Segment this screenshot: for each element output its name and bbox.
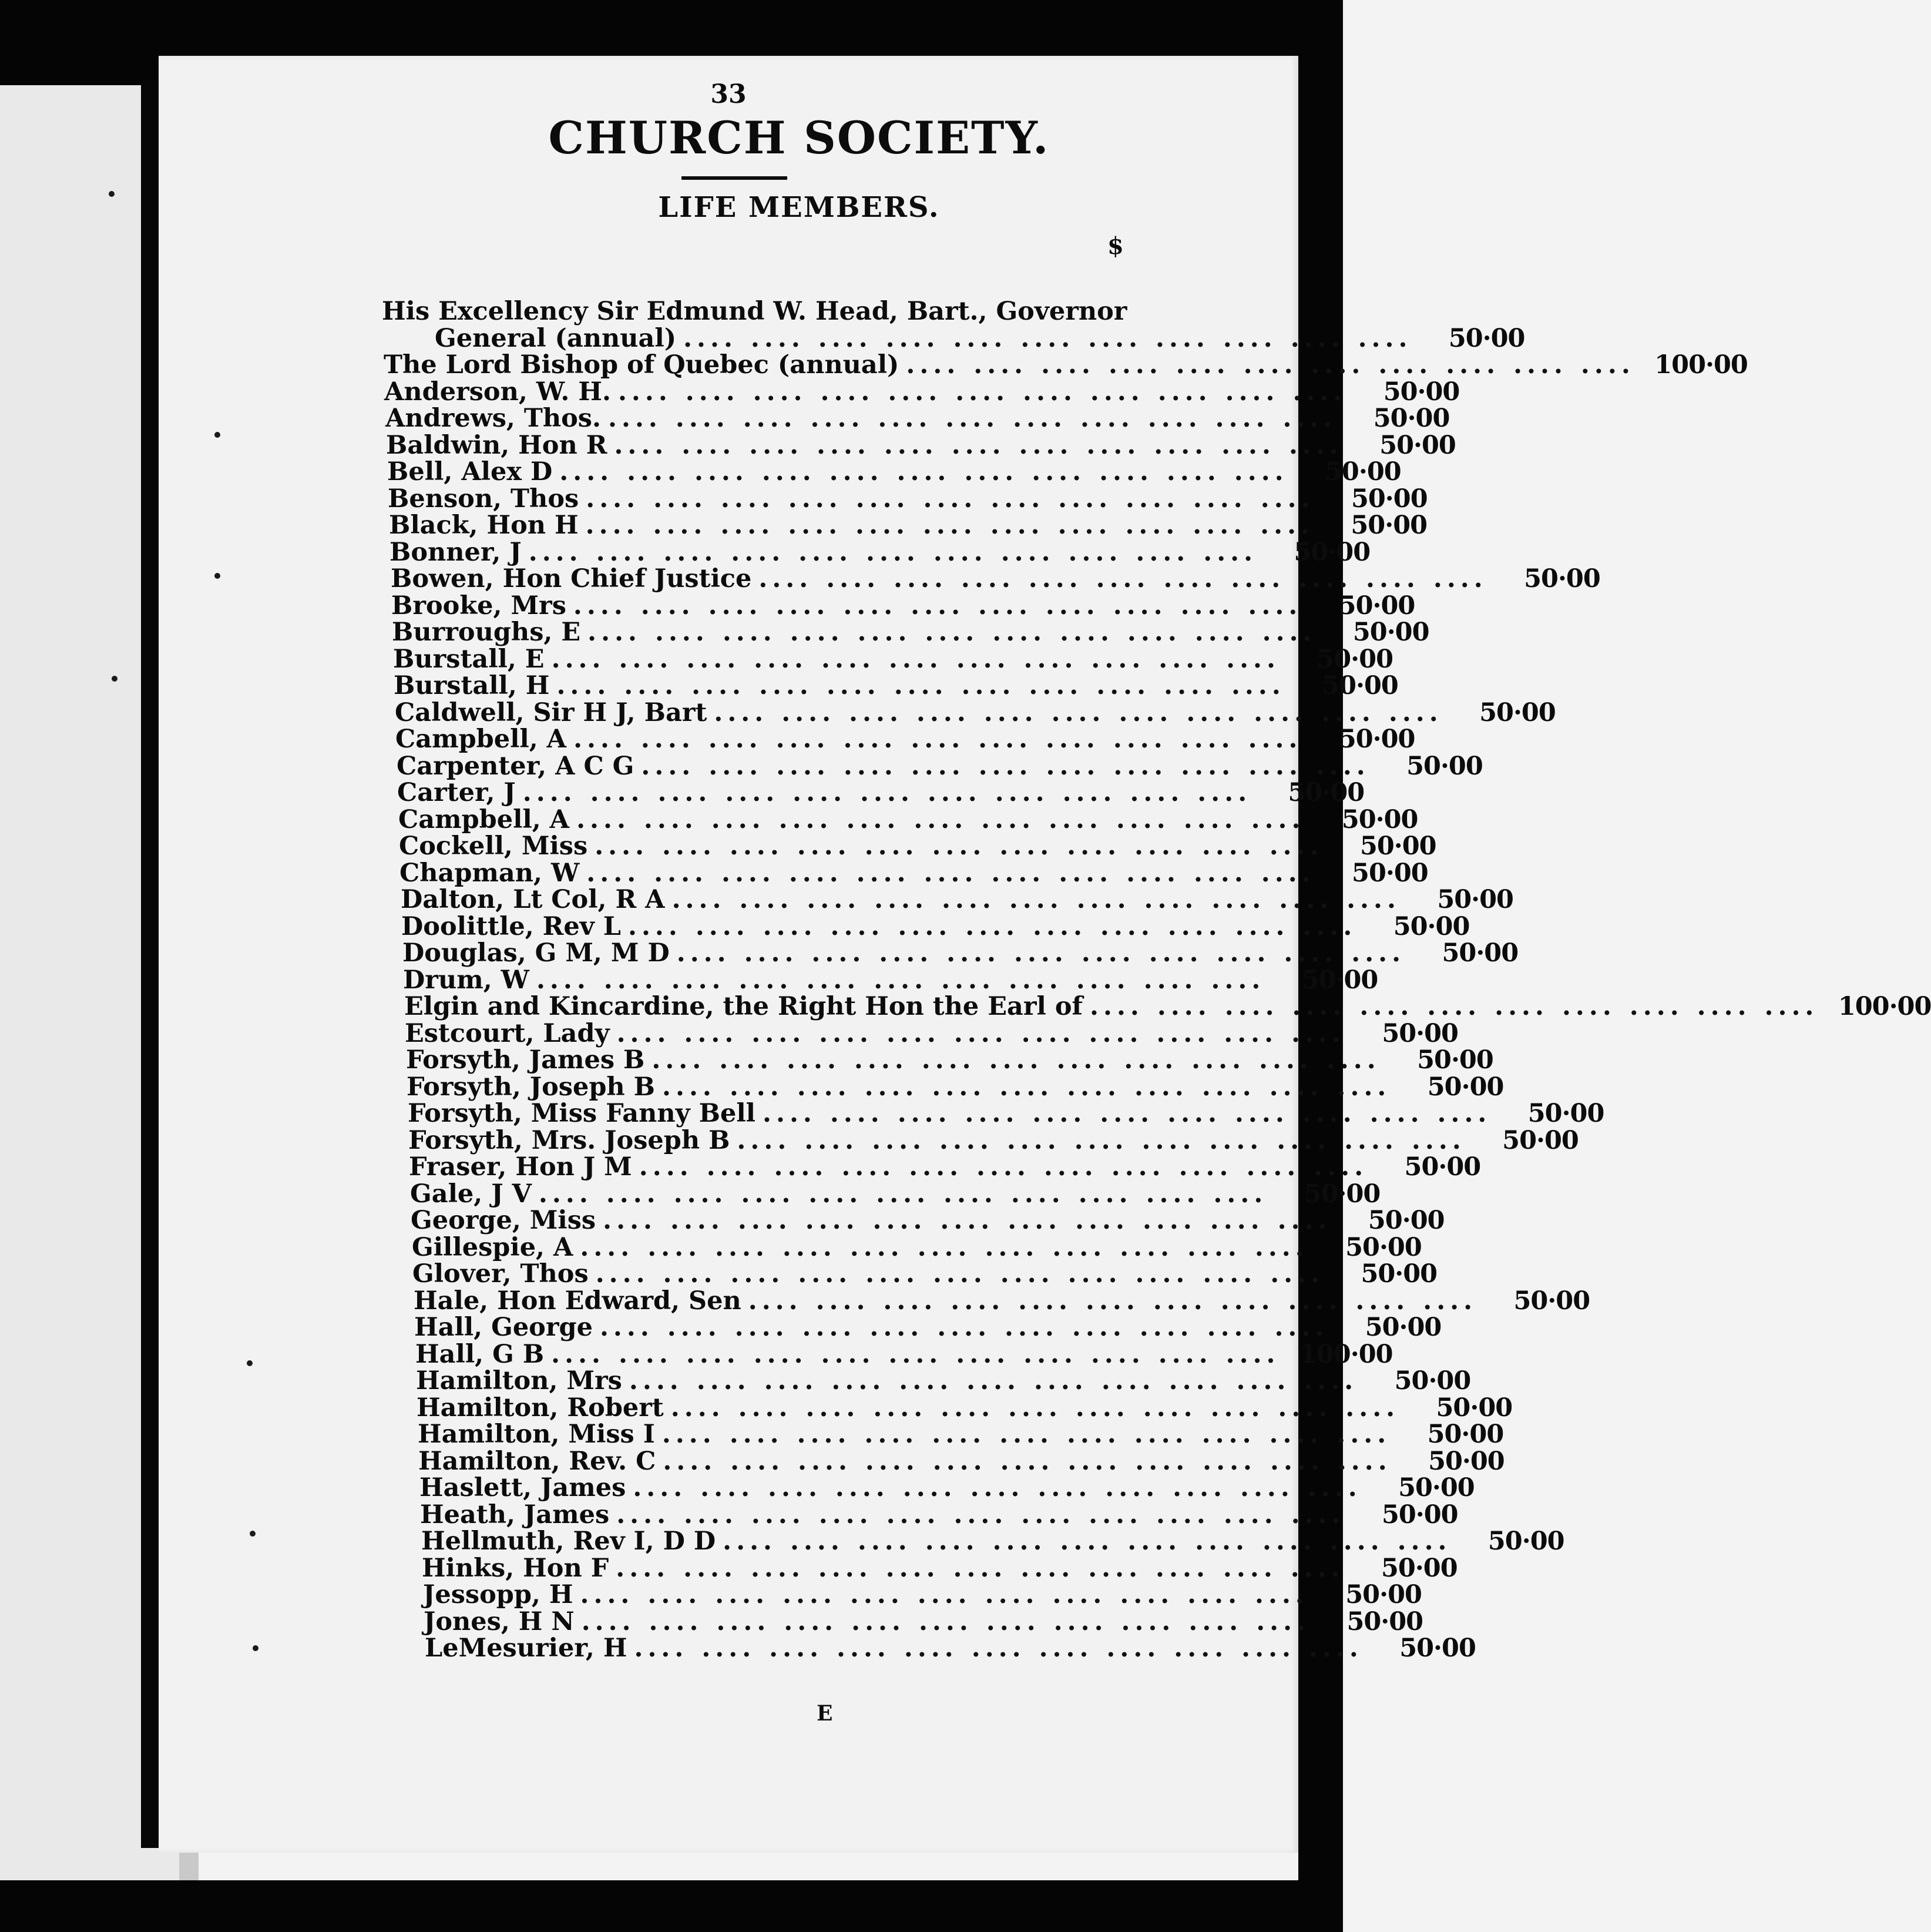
dot-leader: .... .... .... .... .... .... .... .... .... .... .... <box>758 564 1487 593</box>
member-row <box>382 297 1216 324</box>
member-name: Hall, G B <box>415 1340 545 1369</box>
scan-speck <box>214 432 220 438</box>
member-amount: 50·00 <box>1502 1126 1579 1155</box>
member-name: Cockell, Miss <box>399 831 588 861</box>
member-name: Heath, James <box>420 1500 610 1530</box>
currency-symbol: $ <box>1107 232 1124 260</box>
member-amount: 50·00 <box>1351 511 1428 540</box>
member-row <box>420 1500 1458 1530</box>
member-name: Haslett, James <box>419 1473 626 1502</box>
dot-leader: .... .... .... .... .... .... .... .... .... .... .... <box>723 1527 1452 1556</box>
member-row <box>412 1233 1422 1262</box>
member-amount: 50·00 <box>1359 831 1436 861</box>
member-name: Hamilton, Mrs <box>416 1366 622 1396</box>
dot-leader: .... .... .... .... .... .... .... .... .... .... .... <box>576 805 1305 834</box>
member-row <box>384 377 1460 407</box>
member-row <box>402 938 1519 968</box>
member-name: Forsyth, Mrs. Joseph B <box>408 1126 730 1155</box>
member-row <box>418 1447 1504 1476</box>
member-row <box>393 645 1393 674</box>
member-amount: 50·00 <box>1437 885 1513 914</box>
dot-leader: .... .... .... .... .... .... .... .... .... .... .... <box>551 645 1280 674</box>
page-title: CHURCH SOCIETY. <box>548 112 1050 164</box>
member-amount: 50·00 <box>1393 912 1470 941</box>
dot-leader: .... .... .... .... .... .... .... .... .... .... .... <box>683 324 1412 353</box>
dot-leader: .... .... .... .... .... .... .... .... .... .... .... <box>608 404 1337 433</box>
scan-speck <box>214 573 220 579</box>
member-name: Chapman, W <box>399 858 580 888</box>
dot-leader: .... .... .... .... .... .... .... .... .... .... .... <box>556 671 1285 700</box>
member-row <box>407 1072 1504 1102</box>
member-row <box>416 1366 1471 1396</box>
member-name: Dalton, Lt Col, R A <box>401 885 665 914</box>
member-name: Hall, George <box>414 1313 593 1342</box>
member-name: Benson, Thos <box>388 484 579 514</box>
dot-leader: .... .... .... .... .... .... .... .... .... .... .... <box>522 778 1252 807</box>
member-amount: 50·00 <box>1288 778 1365 807</box>
dot-leader: .... .... .... .... .... .... .... .... .... .... .... <box>616 1019 1345 1048</box>
member-name: Hamilton, Miss I <box>418 1420 655 1449</box>
member-amount: 50·00 <box>1346 1607 1423 1636</box>
member-amount: 50·00 <box>1338 591 1415 620</box>
dot-leader: .... .... .... .... .... .... .... .... .... .... .... <box>676 938 1406 968</box>
member-name: Drum, W <box>403 965 529 995</box>
scan-speck <box>247 1360 253 1366</box>
dot-leader: .... .... .... .... .... .... .... .... .... .... .... <box>580 1233 1309 1262</box>
member-amount: 50·00 <box>1352 858 1428 888</box>
dot-leader: .... .... .... .... .... .... .... .... .... .... .... <box>586 858 1315 888</box>
dot-leader: .... .... .... .... .... .... .... .... .... .... .... <box>559 457 1288 487</box>
dot-leader: .... .... .... .... .... .... .... .... .... .... .... <box>573 591 1302 620</box>
dot-leader: .... .... .... .... .... .... .... .... .... .... .... <box>651 1045 1381 1075</box>
member-amount: 50·00 <box>1524 564 1600 593</box>
member-name: Forsyth, James B <box>406 1045 645 1075</box>
member-row <box>422 1554 1458 1583</box>
member-amount: 50·00 <box>1341 805 1418 834</box>
member-name: Forsyth, Joseph B <box>407 1072 656 1102</box>
member-name: Estcourt, Lady <box>405 1019 610 1048</box>
member-amount: 50·00 <box>1527 1099 1604 1128</box>
member-amount: 50·00 <box>1351 484 1428 514</box>
member-row <box>412 1259 1438 1289</box>
member-amount: 50·00 <box>1513 1286 1590 1316</box>
member-row <box>401 885 1513 914</box>
member-amount: 50·00 <box>1427 1072 1504 1102</box>
member-name: Baldwin, Hon R <box>386 431 607 460</box>
member-name: The Lord Bishop of Quebec (annual) <box>384 350 899 380</box>
dot-leader: .... .... .... .... .... .... .... .... .... .... .... <box>670 1393 1400 1423</box>
signature-mark: E <box>817 1701 833 1726</box>
dot-leader: .... .... .... .... .... .... .... .... .... .... .... <box>573 724 1302 754</box>
dot-leader: .... .... .... .... .... .... .... .... .... .... .... <box>551 1340 1280 1369</box>
member-amount: 50·00 <box>1399 1634 1476 1663</box>
member-name: Hamilton, Rev. C <box>418 1447 656 1476</box>
member-row <box>399 831 1436 861</box>
member-name: Brooke, Mrs <box>391 591 566 620</box>
member-name: Forsyth, Miss Fanny Bell <box>408 1099 755 1128</box>
dot-leader: .... .... .... .... .... .... .... .... .... .... .... <box>595 831 1324 861</box>
scan-speck <box>109 191 115 197</box>
member-row <box>386 431 1456 460</box>
member-name: Caldwell, Sir H J, Bart <box>395 698 707 727</box>
member-amount: 50·00 <box>1448 324 1525 353</box>
member-name: Fraser, Hon J M <box>409 1152 632 1182</box>
member-amount: 50·00 <box>1325 457 1401 487</box>
member-row <box>397 778 1365 807</box>
member-row <box>394 671 1398 700</box>
member-row <box>406 1045 1493 1075</box>
member-name: Gillespie, A <box>412 1233 573 1262</box>
member-name: Gale, J V <box>410 1179 532 1209</box>
member-row <box>389 511 1428 540</box>
dot-leader: .... .... .... .... .... .... .... .... .... .... .... <box>763 1099 1492 1128</box>
member-name: LeMesurier, H <box>425 1634 627 1663</box>
dot-leader: .... .... .... .... .... .... .... .... .... .... .... <box>585 511 1315 540</box>
member-row <box>425 1634 1476 1663</box>
member-row <box>414 1286 1590 1316</box>
member-amount: 50·00 <box>1427 1420 1504 1449</box>
member-name: His Excellency Sir Edmund W. Head, Bart., Governor <box>382 297 1127 326</box>
member-row <box>410 1179 1381 1209</box>
member-amount: 50·00 <box>1345 1233 1422 1262</box>
member-row <box>405 1019 1458 1048</box>
member-row <box>424 1607 1423 1636</box>
member-amount: 50·00 <box>1317 645 1393 674</box>
member-amount: 50·00 <box>1345 1580 1422 1609</box>
dot-leader: .... .... .... .... .... .... .... .... .... .... .... <box>595 1259 1325 1289</box>
scan-speck <box>253 1645 258 1651</box>
member-name: Burroughs, E <box>392 618 581 647</box>
dot-leader: .... .... .... .... .... .... .... .... .... .... .... <box>599 1313 1329 1342</box>
member-amount: 50·00 <box>1373 404 1450 433</box>
member-row <box>392 618 1429 647</box>
dot-leader: .... .... .... .... .... .... .... .... .... .... .... <box>580 1580 1309 1609</box>
member-name: Jones, H N <box>424 1607 575 1636</box>
member-row <box>421 1527 1564 1556</box>
member-row <box>391 591 1415 620</box>
member-amount: 50·00 <box>1383 377 1460 407</box>
member-name: Bonner, J <box>389 538 522 567</box>
page-number: 33 <box>710 79 747 109</box>
member-amount: 50·00 <box>1381 1554 1458 1583</box>
member-row <box>423 1580 1422 1609</box>
member-row <box>399 858 1428 888</box>
member-row <box>408 1126 1579 1155</box>
member-row <box>411 1206 1445 1235</box>
member-row <box>384 350 1748 380</box>
member-amount: 50·00 <box>1436 1393 1513 1423</box>
dot-leader: .... .... .... .... .... .... .... .... .... .... .... <box>603 1206 1332 1235</box>
dot-leader: .... .... .... .... .... .... .... .... .... .... .... <box>634 1634 1363 1663</box>
member-amount: 50·00 <box>1361 1259 1438 1289</box>
member-name: Glover, Thos <box>412 1259 589 1289</box>
dot-leader: .... .... .... .... .... .... .... .... .... .... .... <box>617 377 1347 407</box>
member-name: Campbell, A <box>395 724 567 754</box>
title-divider <box>681 176 787 180</box>
dot-leader: .... .... .... .... .... .... .... .... .... .... .... <box>714 698 1443 727</box>
member-row <box>398 805 1418 834</box>
member-name: Douglas, G M, M D <box>402 938 670 968</box>
member-row <box>419 1473 1475 1502</box>
member-amount: 50·00 <box>1487 1527 1564 1556</box>
member-amount: 100·00 <box>1299 1340 1393 1369</box>
dot-leader: .... .... .... .... .... .... .... .... .... .... .... <box>528 538 1258 567</box>
member-amount: 50·00 <box>1304 1179 1381 1209</box>
member-name: Doolittle, Rev L <box>401 912 621 941</box>
member-name: Campbell, A <box>398 805 570 834</box>
dot-leader: .... .... .... .... .... .... .... .... .... .... .... <box>906 350 1635 380</box>
member-amount: 100·00 <box>1838 992 1931 1021</box>
member-amount: 50·00 <box>1428 1447 1504 1476</box>
member-name: Black, Hon H <box>389 511 579 540</box>
member-row <box>397 752 1483 781</box>
member-amount: 50·00 <box>1398 1473 1475 1502</box>
dot-leader: .... .... .... .... .... .... .... .... .... .... .... <box>586 484 1315 514</box>
dot-leader: .... .... .... .... .... .... .... .... .... .... .... <box>662 1072 1391 1102</box>
dot-leader: .... .... .... .... .... .... .... .... .... .... .... <box>616 1554 1345 1583</box>
member-amount: 50·00 <box>1322 671 1398 700</box>
member-name: Andrews, Thos. <box>385 404 601 433</box>
member-amount: 50·00 <box>1365 1313 1442 1342</box>
section-heading: LIFE MEMBERS. <box>658 191 940 224</box>
dot-leader: .... .... .... .... .... .... .... .... .... .... .... <box>629 1366 1358 1396</box>
dot-leader: .... .... .... .... .... .... .... .... .... .... .... <box>536 965 1265 995</box>
member-name: Elgin and Kincardine, the Right Hon the Earl of <box>404 992 1083 1021</box>
member-name: Carpenter, A C G <box>397 752 634 781</box>
member-amount: 50·00 <box>1294 538 1371 567</box>
dot-leader: .... .... .... .... .... .... .... .... .... .... .... <box>538 1179 1268 1209</box>
member-name: Hamilton, Robert <box>417 1393 664 1423</box>
member-row <box>418 1420 1504 1449</box>
member-row <box>404 992 1931 1021</box>
member-amount: 50·00 <box>1301 965 1378 995</box>
member-name: Carter, J <box>397 778 516 807</box>
member-name: Hellmuth, Rev I, D D <box>421 1527 716 1556</box>
dot-leader: .... .... .... .... .... .... .... .... .... .... .... <box>663 1447 1392 1476</box>
scan-border-bottom <box>0 1880 1343 1932</box>
member-name: Jessopp, H <box>423 1580 573 1609</box>
member-row <box>403 965 1378 995</box>
member-name: Burstall, E <box>393 645 545 674</box>
member-row <box>435 324 1525 353</box>
member-row <box>391 564 1600 593</box>
member-amount: 50·00 <box>1406 752 1483 781</box>
member-row <box>401 912 1470 941</box>
member-row <box>408 1099 1604 1128</box>
dot-leader: .... .... .... .... .... .... .... .... .... .... .... <box>633 1473 1362 1502</box>
member-row <box>415 1340 1393 1369</box>
member-row <box>414 1313 1442 1342</box>
member-amount: 50·00 <box>1382 1019 1458 1048</box>
scan-speck <box>112 676 117 682</box>
member-amount: 50·00 <box>1379 431 1456 460</box>
dot-leader: .... .... .... .... .... .... .... .... .... .... .... <box>627 912 1357 941</box>
dot-leader: .... .... .... .... .... .... .... .... .... .... .... <box>639 1152 1368 1182</box>
member-name: Hinks, Hon F <box>422 1554 609 1583</box>
member-row <box>395 724 1415 754</box>
dot-leader: .... .... .... .... .... .... .... .... .... .... .... <box>641 752 1370 781</box>
dot-leader: .... .... .... .... .... .... .... .... .... .... .... <box>748 1286 1477 1316</box>
member-amount: 50·00 <box>1368 1206 1445 1235</box>
member-amount: 50·00 <box>1404 1152 1481 1182</box>
member-row <box>395 698 1556 727</box>
member-row <box>388 484 1428 514</box>
member-row <box>417 1393 1513 1423</box>
member-name: General (annual) <box>435 324 677 353</box>
member-name: Bowen, Hon Chief Justice <box>391 564 752 593</box>
member-row <box>387 457 1401 487</box>
member-name: Anderson, W. H. <box>384 377 611 407</box>
dot-leader: .... .... .... .... .... .... .... .... .... .... .... <box>1090 992 1819 1021</box>
dot-leader: .... .... .... .... .... .... .... .... .... .... .... <box>661 1420 1391 1449</box>
dot-leader: .... .... .... .... .... .... .... .... .... .... .... <box>616 1500 1345 1530</box>
member-amount: 50·00 <box>1479 698 1556 727</box>
member-row <box>409 1152 1481 1182</box>
member-amount: 50·00 <box>1352 618 1429 647</box>
member-name: Bell, Alex D <box>387 457 553 487</box>
member-amount: 100·00 <box>1654 350 1748 380</box>
member-name: George, Miss <box>411 1206 596 1235</box>
member-amount: 50·00 <box>1417 1045 1493 1075</box>
member-amount: 50·00 <box>1381 1500 1458 1530</box>
member-row <box>389 538 1371 567</box>
member-amount: 50·00 <box>1394 1366 1471 1396</box>
member-amount: 50·00 <box>1338 724 1415 754</box>
dot-leader: .... .... .... .... .... .... .... .... .... .... .... <box>614 431 1343 460</box>
dot-leader: .... .... .... .... .... .... .... .... .... .... .... <box>737 1126 1466 1155</box>
member-name: Hale, Hon Edward, Sen <box>414 1286 741 1316</box>
member-amount: 50·00 <box>1442 938 1519 968</box>
scan-speck <box>250 1531 256 1537</box>
dot-leader: .... .... .... .... .... .... .... .... .... .... .... <box>587 618 1317 647</box>
dot-leader: .... .... .... .... .... .... .... .... .... .... .... <box>671 885 1401 914</box>
member-name: Burstall, H <box>394 671 550 700</box>
member-row <box>385 404 1450 433</box>
dot-leader: .... .... .... .... .... .... .... .... .... .... .... <box>581 1607 1311 1636</box>
book-gutter <box>141 79 159 1848</box>
